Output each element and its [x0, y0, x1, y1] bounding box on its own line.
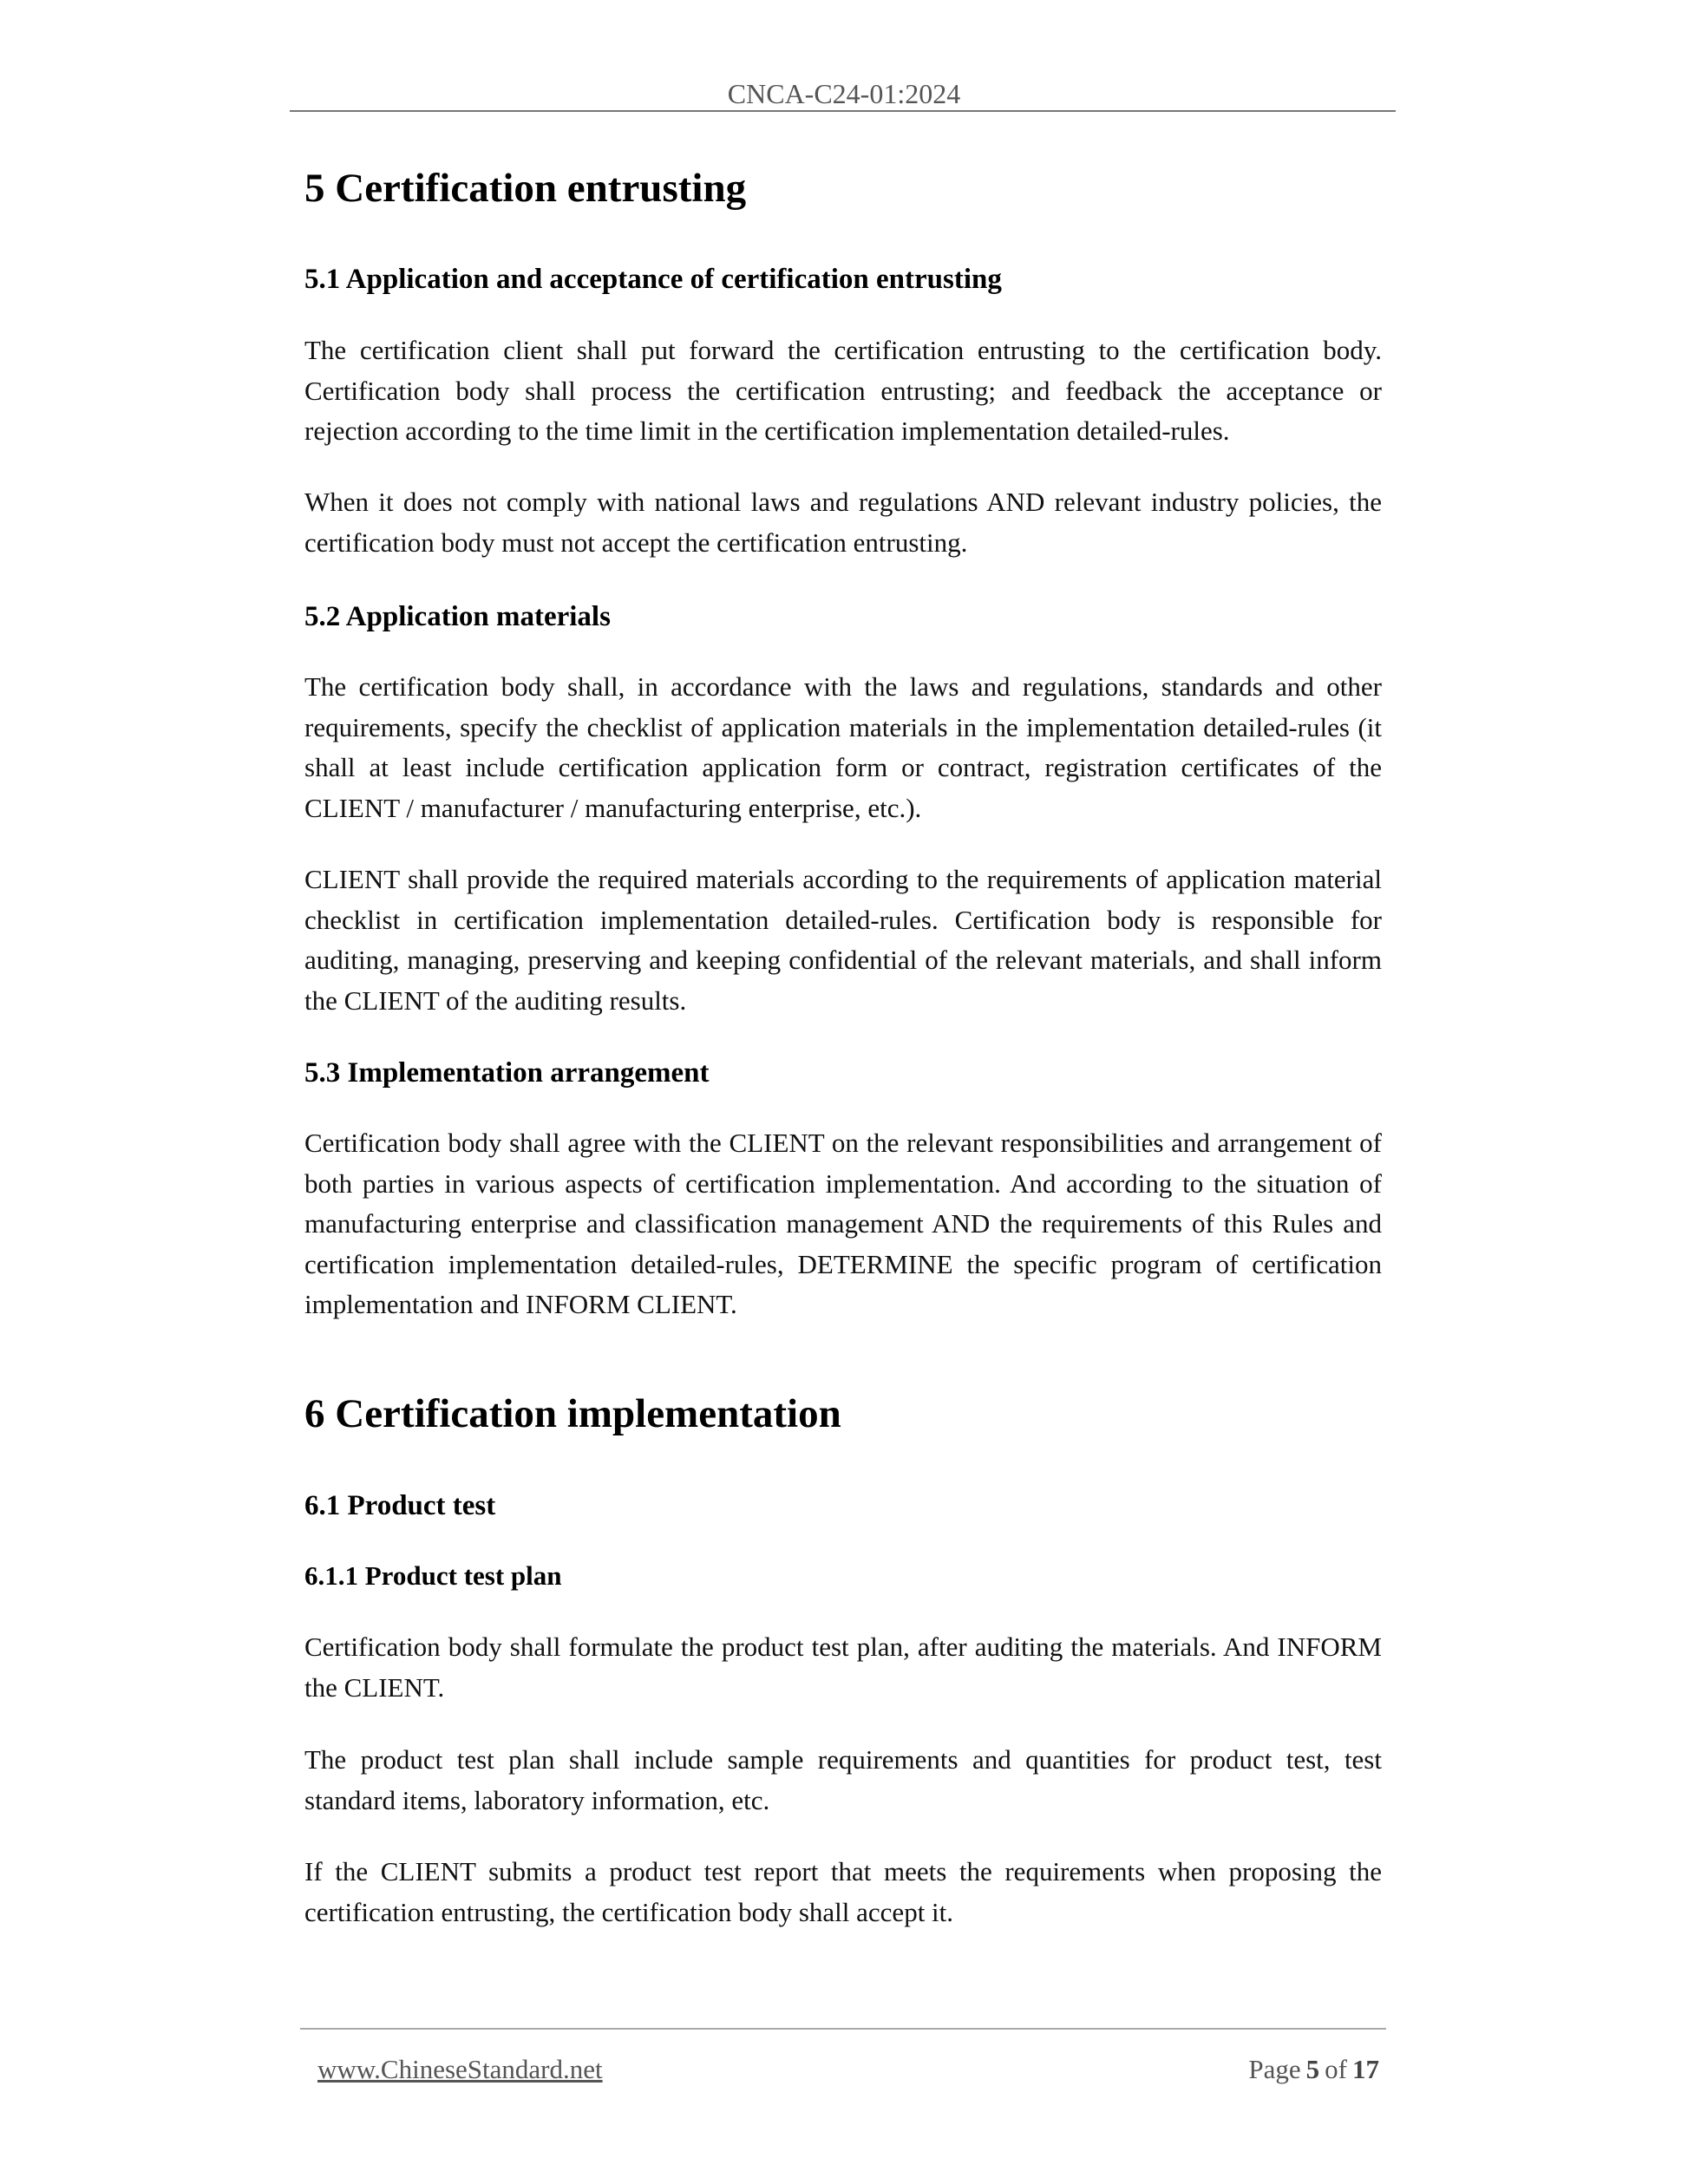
- page-label: Page: [1248, 2054, 1301, 2084]
- section-6-1-1-heading: 6.1.1 Product test plan: [304, 1560, 562, 1591]
- section-6-1-1-paragraph-1: Certification body shall formulate the product test plan, after auditing the materials. And INFORM the CLIENT.: [304, 1631, 1382, 1703]
- section-5-heading: 5 Certification entrusting: [304, 166, 747, 211]
- website-link[interactable]: www.ChineseStandard.net: [317, 2054, 603, 2084]
- current-page-number: 5: [1305, 2054, 1320, 2084]
- section-5-3-heading: 5.3 Implementation arrangement: [304, 1057, 710, 1089]
- footer-divider: [300, 2028, 1386, 2030]
- total-pages-number: 17: [1352, 2054, 1379, 2084]
- section-6-1-1-paragraph-2: The product test plan shall include sample requirements and quantities for product test, test standard items, laboratory information, etc.: [304, 1744, 1382, 1815]
- section-5-2-paragraph-1: The certification body shall, in accordance with the laws and regulations, standards and other requirements, specify the checklist of application materials in the implementation detailed-rules (it shall at least include certification application form or contract, registration certificates of the CLIENT / manufacturer / manufacturing enterprise, etc.).: [304, 671, 1382, 823]
- section-6-1-heading: 6.1 Product test: [304, 1490, 496, 1521]
- section-6-1-1-paragraph-3: If the CLIENT submits a product test report that meets the requirements when proposing the certification entrusting, the certification body shall accept it.: [304, 1856, 1382, 1927]
- header-divider: [290, 110, 1396, 112]
- section-6-heading: 6 Certification implementation: [304, 1391, 841, 1436]
- section-5-1-heading: 5.1 Application and acceptance of certification entrusting: [304, 264, 1002, 295]
- section-5-2-paragraph-2: CLIENT shall provide the required materials according to the requirements of application material checklist in certification implementation detailed-rules. Certification body is responsible for auditing, managing, preserving and keeping confidential of the relevant materials, and shall inform the CLIENT of the auditing results.: [304, 864, 1382, 1016]
- section-5-1-paragraph-2: When it does not comply with national laws and regulations AND relevant industry policies, the certification body must not accept the certification entrusting.: [304, 487, 1382, 558]
- page-of-label: of: [1325, 2054, 1347, 2084]
- section-5-1-paragraph-1: The certification client shall put forward the certification entrusting to the certification body. Certification body shall process the certification entrusting; and feedback the acceptance or rejection according to the time limit in the certification implementation detailed-rules.: [304, 335, 1382, 447]
- page-indicator: [1248, 2052, 1384, 2087]
- section-5-2-heading: 5.2 Application materials: [304, 601, 611, 632]
- document-id-header: CNCA-C24-01:2024: [727, 78, 961, 109]
- section-5-3-paragraph-1: Certification body shall agree with the CLIENT on the relevant responsibilities and arrangement of both parties in various aspects of certification implementation. And according to the situation of manufacturing enterprise and classification management AND the requirements of this Rules and certification implementation detailed-rules, DETERMINE the specific program of certification implementation and INFORM CLIENT.: [304, 1128, 1382, 1320]
